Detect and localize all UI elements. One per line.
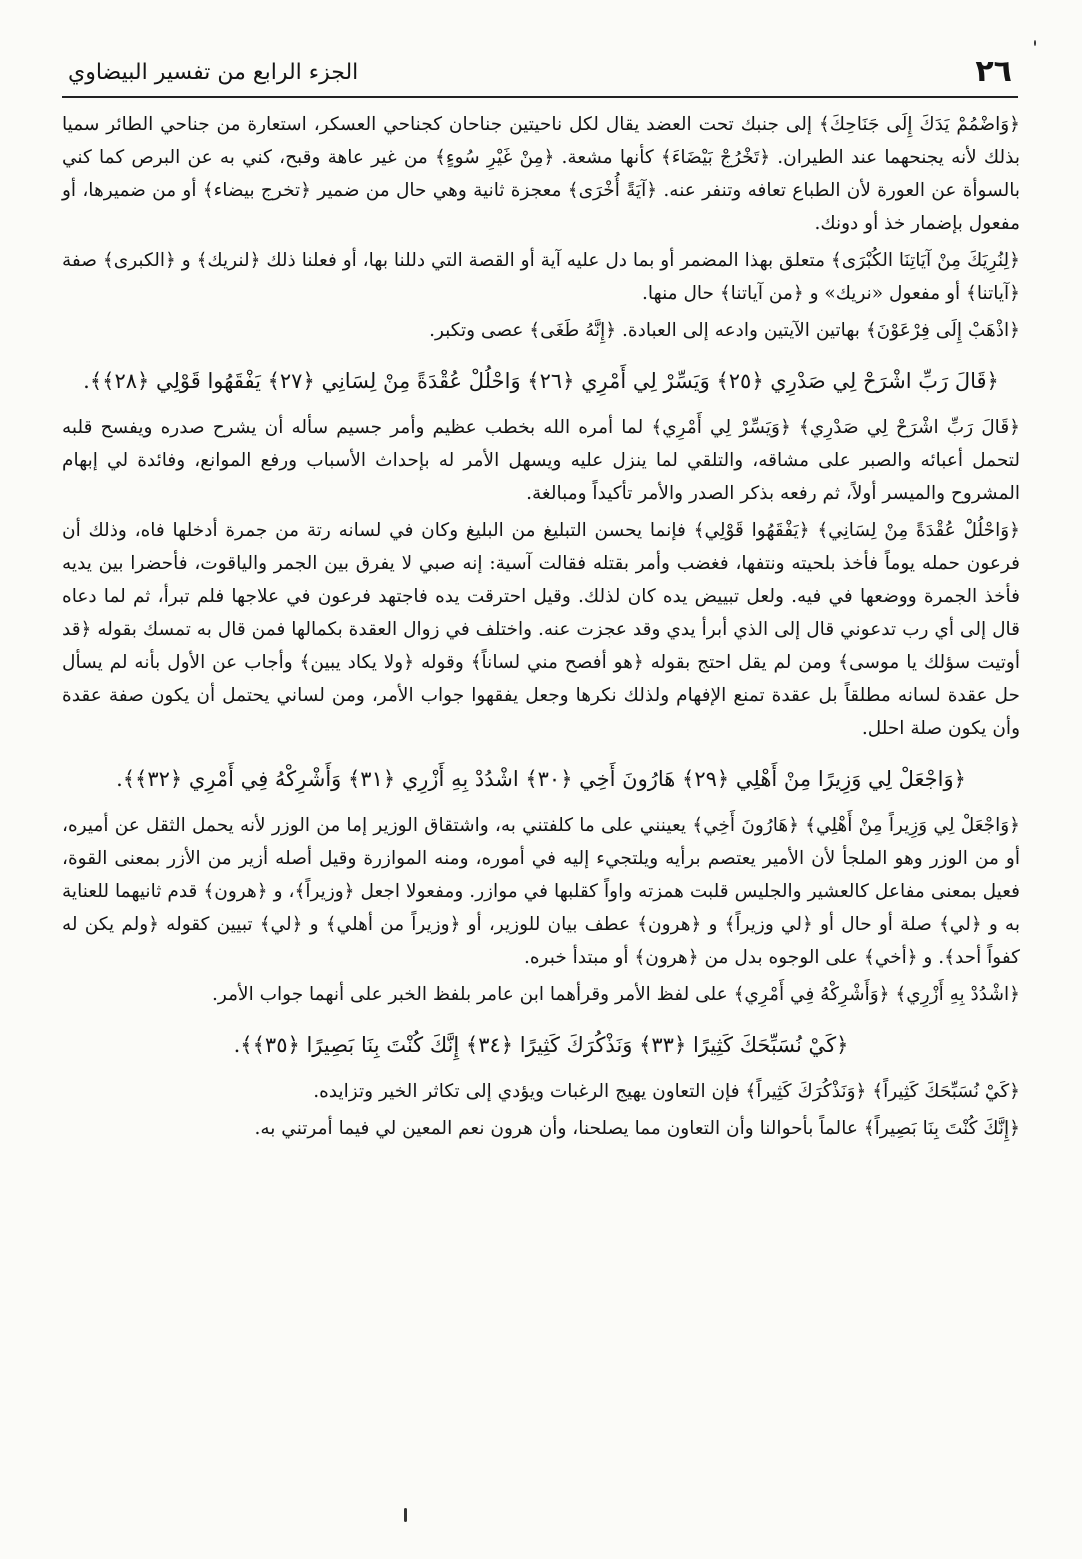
paragraph: ﴿إِنَّكَ كُنْتَ بِنَا بَصِيراً﴾ عالماً بأحوالنا وأن التعاون مما يصلحنا، وأن هرون نعم المعين لي فيما أمرتني به. — [254, 1118, 1020, 1139]
paragraph: ﴿وَاضْمُمْ يَدَكَ إِلَى جَنَاحِكَ﴾ إلى جنبك تحت العضد يقال لكل ناحيتين جناحان كجناحي العسكر، استعارة من جناحي الطائر سميا بذلك لأنه يجنحهما عند الطيران. ﴿تَخْرُجْ بَيْضَاءَ﴾ كأنها مشعة. ﴿مِنْ غَيْرِ سُوءٍ﴾ من غير عاهة وقبح، كني به عن البرص كما كني بالسوأة عن العورة لأن الطباع تعافه وتنفر عنه. ﴿آيَةً أُخْرَى﴾ معجزة ثانية وهي حال من ضمير ﴿تخرج بيضاء﴾ أو من ضميرها، أو مفعول بإضمار خذ أو دونك. — [62, 114, 1020, 234]
page-number: ٢٦ — [975, 54, 1012, 89]
scan-speck — [1034, 40, 1036, 46]
scan-speck — [404, 1508, 407, 1522]
paragraph: ﴿لِنُرِيَكَ مِنْ آيَاتِنَا الكُبْرَى﴾ متعلق بهذا المضمر أو بما دل عليه آية أو القصة التي دللنا بها، أو فعلنا ذلك ﴿لنريك﴾ و ﴿الكبرى﴾ صفة ﴿آياتنا﴾ أو مفعول «نريك» و ﴿من آياتنا﴾ حال منها. — [62, 250, 1020, 304]
paragraph: ﴿وَاحْلُلْ عُقْدَةً مِنْ لِسَانِي﴾ ﴿يَفْقَهُوا قَوْلِي﴾ فإنما يحسن التبليغ من البليغ وكان في لسانه رتة من جمرة أدخلها فاه، وذلك أن فرعون حمله يوماً فأخذ بلحيته ونتفها، فغضب وأمر بقتله فقالت آسية: إنه صبي لا يفرق بين الجمر والياقوت، فأحضرا بين يديه فأخذ الجمرة ووضعها في فيه. ولعل تبييض يده كان لذلك. وقيل احترقت يده فاجتهد فرعون في علاجها فلم تبرأ، ثم لما دعاه قال إلى أي رب تدعوني قال إلى الذي أبرأ يدي وقد عجزت عنه. واختلف في زوال العقدة بكمالها فمن قال به تمسك بقوله ﴿قد أوتيت سؤلك يا موسى﴾ ومن لم يقل احتج بقوله ﴿هو أفصح مني لساناً﴾ وقوله ﴿ولا يكاد يبين﴾ وأجاب عن الأول بأنه لم يسأل حل عقدة لسانه مطلقاً بل عقدة تمنع الإفهام ولذلك نكرها وجعل يفقهوا جواب الأمر، ومن لساني يحتمل أن يكون صفة عقدة وأن يكون صلة احلل. — [62, 520, 1020, 739]
quran-verse: ﴿وَاجْعَلْ لِي وَزِيرًا مِنْ أَهْلِي ﴿٢٩﴾ هَارُونَ أَخِي ﴿٣٠﴾ اشْدُدْ بِهِ أَزْرِي ﴿٣١﴾ وَأَشْرِكْهُ فِي أَمْرِي ﴿٣٢﴾﴾. — [116, 767, 966, 791]
paragraph: ﴿كَيْ نُسَبِّحَكَ كَثِيراً﴾ ﴿وَنَذْكُرَكَ كَثِيراً﴾ فإن التعاون يهيج الرغبات ويؤدي إلى تكاثر الخير وتزايده. — [313, 1081, 1020, 1102]
page-body — [62, 108, 1020, 1149]
paragraph: ﴿قَالَ رَبِّ اشْرَحْ لِي صَدْرِي﴾ ﴿وَيَسِّرْ لِي أَمْرِي﴾ لما أمره الله بخطب عظيم وأمر جسيم سأله أن يشرح صدره ويفسح قلبه لتحمل أعبائه والصبر على مشاقه، والتلقي لما ينزل عليه ويسهل الأمر له بإحداث الأسباب ورفع الموانع، وفائدة لي إبهام المشروح والميسر أولاً، ثم رفعه بذكر الصدر والأمر تأكيداً ومبالغة. — [62, 417, 1021, 504]
paragraph: ﴿اشْدُدْ بِهِ أَزْرِي﴾ ﴿وَأَشْرِكْهُ فِي أَمْرِي﴾ على لفظ الأمر وقرأهما ابن عامر بلفظ الخبر على أنهما جواب الأمر. — [212, 984, 1020, 1005]
paragraph: ﴿وَاجْعَلْ لِي وَزِيراً مِنْ أَهْلِي﴾ ﴿هَارُونَ أَخِي﴾ يعينني على ما كلفتني به، واشتقاق الوزير إما من الوزر لأنه يحمل الثقل عن أميره، أو من الوزر وهو الملجأ لأن الأمير يعتصم برأيه ويلتجيء إليه في أموره، ومنه الموازرة وقيل أصله أزير من الأزر بمعنى القوة، فعيل بمعنى مفاعل كالعشير والجليس قلبت همزته واواً كقلبها في موازر. ومفعولا اجعل ﴿وزيراً﴾، و ﴿هرون﴾ قدم ثانيهما للعناية به و ﴿لي﴾ صلة أو حال أو ﴿لي وزيراً﴾ و ﴿هرون﴾ عطف بيان للوزير، أو ﴿وزيراً من أهلي﴾ و ﴿لي﴾ تبيين كقوله ﴿ولم يكن له كفواً أحد﴾. و ﴿أخي﴾ على الوجوه بدل من ﴿هرون﴾ أو مبتدأ خبره. — [62, 815, 1021, 968]
running-title: الجزء الرابع من تفسير البيضاوي — [68, 60, 359, 85]
page-header — [62, 52, 1018, 98]
quran-verse: ﴿كَيْ نُسَبِّحَكَ كَثِيرًا ﴿٣٣﴾ وَنَذْكُرَكَ كَثِيرًا ﴿٣٤﴾ إِنَّكَ كُنْتَ بِنَا بَصِيرًا ﴿٣٥﴾﴾. — [233, 1033, 849, 1057]
paragraph: ﴿اذْهَبْ إِلَى فِرْعَوْنَ﴾ بهاتين الآيتين وادعه إلى العبادة. ﴿إِنَّهُ طَغَى﴾ عصى وتكبر. — [429, 320, 1020, 341]
quran-verse: ﴿قَالَ رَبِّ اشْرَحْ لِي صَدْرِي ﴿٢٥﴾ وَيَسِّرْ لِي أَمْرِي ﴿٢٦﴾ وَاحْلُلْ عُقْدَةً مِنْ لِسَانِي ﴿٢٧﴾ يَفْقَهُوا قَوْلِي ﴿٢٨﴾﴾. — [83, 369, 999, 393]
